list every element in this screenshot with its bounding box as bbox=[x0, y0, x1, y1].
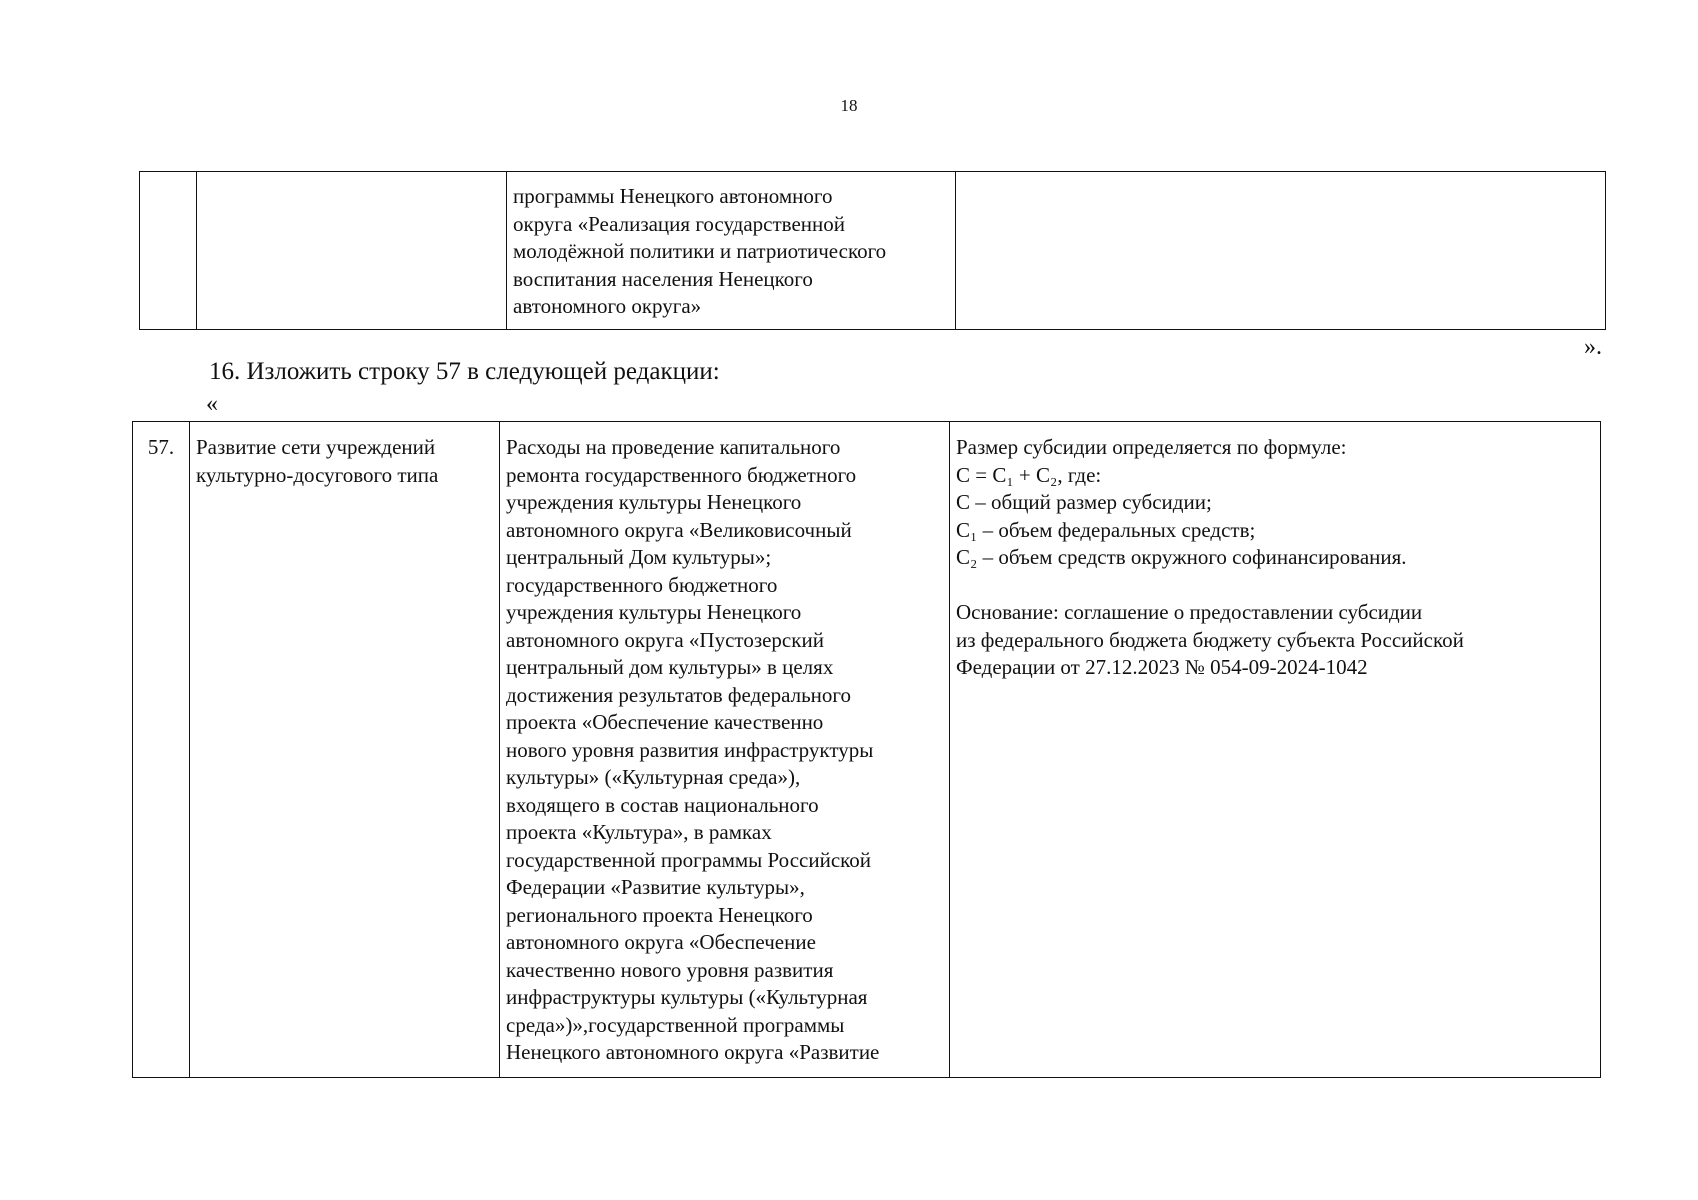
row-number: 57. bbox=[147, 435, 175, 459]
purpose-line: культуры» («Культурная среда»), bbox=[506, 765, 801, 789]
purpose-line: среда»)»,государственной программы bbox=[506, 1012, 845, 1037]
purpose-line: регионального проекта Ненецкого bbox=[506, 902, 813, 927]
number-cell bbox=[140, 172, 197, 330]
purpose-line: Расходы на проведение капитального bbox=[506, 435, 841, 459]
purpose-line: государственного бюджетного bbox=[506, 572, 778, 597]
name-cell bbox=[197, 172, 507, 330]
conditions-cell bbox=[956, 172, 1606, 330]
purpose-line: проекта «Обеспечение качественно bbox=[506, 710, 824, 734]
table-row bbox=[133, 422, 1601, 1078]
name-line: культурно-досугового типа bbox=[196, 462, 439, 487]
purpose-line: учреждения культуры Ненецкого bbox=[506, 490, 802, 514]
purpose-cell bbox=[507, 172, 956, 330]
purpose-cell bbox=[500, 422, 950, 1078]
row-57-table bbox=[132, 421, 1601, 1078]
purpose-line: ремонта государственного бюджетного bbox=[506, 462, 857, 487]
page-number: 18 bbox=[840, 96, 858, 115]
text-line: воспитания населения Ненецкого bbox=[513, 266, 813, 291]
purpose-line: Федерации «Развитие культуры», bbox=[506, 875, 805, 899]
formula-equation: С = С₁ + С₂, где: bbox=[956, 462, 1102, 487]
continuation-table bbox=[139, 171, 1606, 330]
text-line: молодёжной политики и патриотического bbox=[513, 239, 887, 263]
purpose-line: учреждения культуры Ненецкого bbox=[506, 600, 802, 624]
purpose-line: входящего в состав национального bbox=[506, 792, 819, 817]
purpose-line: автономного округа «Обеспечение bbox=[506, 930, 816, 954]
basis-line: из федерального бюджета бюджету субъекта Российской bbox=[956, 627, 1464, 652]
formula-definition: С – общий размер субсидии; bbox=[956, 490, 1212, 514]
opening-quote: « bbox=[206, 391, 218, 417]
purpose-line: центральный Дом культуры»; bbox=[506, 545, 772, 569]
closing-quote: ». bbox=[1584, 334, 1602, 360]
table-row bbox=[140, 172, 1606, 330]
purpose-line: автономного округа «Великовисочный bbox=[506, 517, 852, 542]
purpose-line: нового уровня развития инфраструктуры bbox=[506, 737, 874, 762]
purpose-line: автономного округа «Пустозерский bbox=[506, 627, 824, 652]
formula-definition: С₂ – объем средств окружного софинансирования. bbox=[956, 545, 1407, 569]
name-cell bbox=[190, 422, 500, 1078]
purpose-line: инфраструктуры культуры («Культурная bbox=[506, 985, 868, 1009]
basis-line: Федерации от 27.12.2023 № 054-09-2024-1042 bbox=[956, 655, 1368, 679]
purpose-line: достижения результатов федерального bbox=[506, 682, 851, 707]
purpose-line: проекта «Культура», в рамках bbox=[506, 820, 772, 844]
purpose-line: Ненецкого автономного округа «Развитие bbox=[506, 1040, 880, 1064]
spacer bbox=[956, 572, 1594, 600]
purpose-line: государственной программы Российской bbox=[506, 847, 872, 872]
formula-cell bbox=[950, 422, 1601, 1078]
name-line: Развитие сети учреждений bbox=[196, 435, 436, 459]
purpose-line: центральный дом культуры» в целях bbox=[506, 655, 834, 679]
purpose-line: качественно нового уровня развития bbox=[506, 957, 834, 982]
instruction-paragraph: 16. Изложить строку 57 в следующей редакции: bbox=[209, 358, 720, 385]
text-line: округа «Реализация государственной bbox=[513, 211, 845, 236]
formula-definition: С₁ – объем федеральных средств; bbox=[956, 517, 1256, 542]
text-line: программы Ненецкого автономного bbox=[513, 184, 833, 208]
text-line: автономного округа» bbox=[513, 294, 702, 318]
basis-line: Основание: соглашение о предоставлении субсидии bbox=[956, 600, 1423, 624]
formula-intro: Размер субсидии определяется по формуле: bbox=[956, 435, 1347, 459]
row-number-cell bbox=[133, 422, 190, 1078]
